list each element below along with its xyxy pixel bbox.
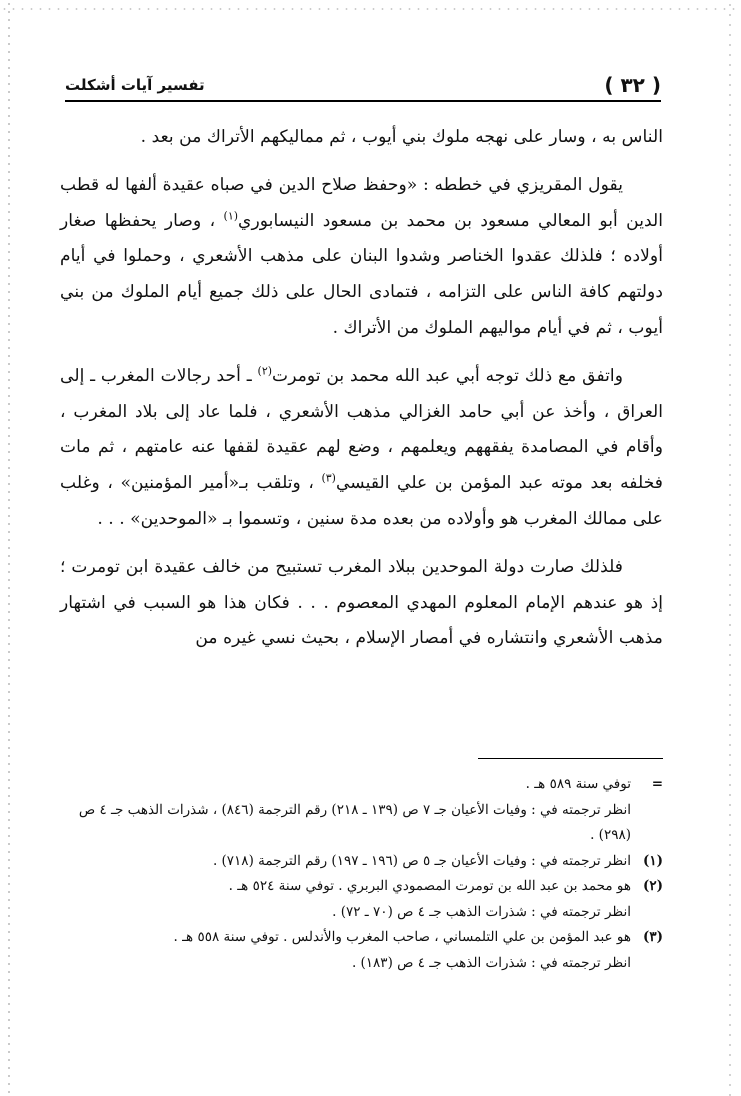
footnote-line: انظر ترجمته في : شذرات الذهب جـ ٤ ص (١٨٣) . xyxy=(351,954,631,971)
footnote-3 xyxy=(60,925,663,976)
footnote-mark: (٣) xyxy=(642,929,663,945)
paragraph-text: واتفق مع ذلك توجه أبي عبد الله محمد بن تومرت xyxy=(272,365,624,386)
paragraph-1 xyxy=(60,120,663,156)
footnote-1 xyxy=(60,849,663,875)
footnote-mark: (١) xyxy=(642,852,663,869)
footnote-mark: = xyxy=(651,776,663,792)
paragraph-text: يقول المقريزي في خططه : «وحفظ صلاح الدين في صباه عقيدة ألفها له قطب الدين أبو المعالي مسعود بن محمد بن مسعود النيسابوري xyxy=(60,174,664,231)
footnote-separator xyxy=(478,758,663,759)
paragraph-text: ، وصار يحفظها صغار أولاده ؛ فلذلك عقدوا الخناصر وشدوا البنان على مذهب الأشعري ، وحملوا في أيام دولتهم كافة الناس على التزامه ، فتمادى الحال على ذلك جميع أيام الملوك من بني أيوب ، ثم في أيام مواليهم الملوك من الأتراك . xyxy=(60,210,663,338)
footnote-ref: (٢) xyxy=(257,364,273,378)
running-title: تفسير آيات أشكلت xyxy=(65,76,205,94)
footnotes xyxy=(60,772,663,976)
scan-dot-border-left xyxy=(8,0,10,1096)
scan-dot-border-right xyxy=(729,0,731,1096)
footnote-mark: (٢) xyxy=(642,878,663,894)
footnote-2 xyxy=(60,874,663,925)
paragraph-3 xyxy=(60,359,663,538)
footnote-line: انظر ترجمته في : وفيات الأعيان جـ ٥ ص (١٩٦ ـ ١٩٧) رقم الترجمة (٧١٨) . xyxy=(212,852,631,869)
footnote-continued xyxy=(60,772,663,849)
body-text xyxy=(60,120,663,669)
scan-dot-border-top xyxy=(0,8,741,10)
page-number: ( ٣٢ ) xyxy=(604,73,661,97)
page-header xyxy=(65,70,661,102)
footnote-ref: (١) xyxy=(223,208,239,222)
footnote-ref: (٣) xyxy=(321,471,336,485)
footnote-line: توفي سنة ٥٨٩ هـ . xyxy=(525,776,631,792)
paragraph-2 xyxy=(60,168,663,347)
paragraph-text: الناس به ، وسار على نهجه ملوك بني أيوب ، ثم مماليكهم الأتراك من بعد . xyxy=(140,127,663,147)
paragraph-text: ـ أحد رجالات المغرب ـ إلى العراق ، وأخذ عن أبي حامد الغزالي مذهب الأشعري ، فلما عاد إلى بلاد المغرب ، وأقام في المصامدة يفقههم ويعلمهم ، وضع لهم عقيدة لقفها عنه عامتهم ، ثم مات فخلفه بعد موته عبد المؤمن بن علي القيسي xyxy=(60,365,664,494)
footnote-line: هو عبد المؤمن بن علي التلمساني ، صاحب المغرب والأندلس . توفي سنة ٥٥٨ هـ . xyxy=(173,929,631,945)
paragraph-text: فلذلك صارت دولة الموحدين ببلاد المغرب تستبيح من خالف عقيدة ابن تومرت ؛ إذ هو عندهم الإمام المعلوم المهدي المعصوم . . . فكان هذا هو السبب في اشتهار مذهب الأشعري وانتشاره في أمصار الإسلام ، بحيث نسي غيره من xyxy=(60,556,663,649)
footnote-line: انظر ترجمته في : وفيات الأعيان جـ ٧ ص (١٣٩ ـ ٢١٨) رقم الترجمة (٨٤٦) ، شذرات الذهب جـ ٤ ص (٢٩٨) . xyxy=(78,801,631,843)
footnote-line: انظر ترجمته في : شذرات الذهب جـ ٤ ص (٧٠ ـ ٧٢) . xyxy=(332,903,631,920)
paragraph-4 xyxy=(60,550,663,657)
footnote-line: هو محمد بن عبد الله بن تومرت المصمودي البربري . توفي سنة ٥٢٤ هـ . xyxy=(228,878,631,894)
paragraph-text: ، وتلقب بـ«أمير المؤمنين» ، وغلب على ممالك المغرب هو وأولاده من بعده مدة سنين ، وتسموا بـ «الموحدين» . . . xyxy=(60,473,663,529)
